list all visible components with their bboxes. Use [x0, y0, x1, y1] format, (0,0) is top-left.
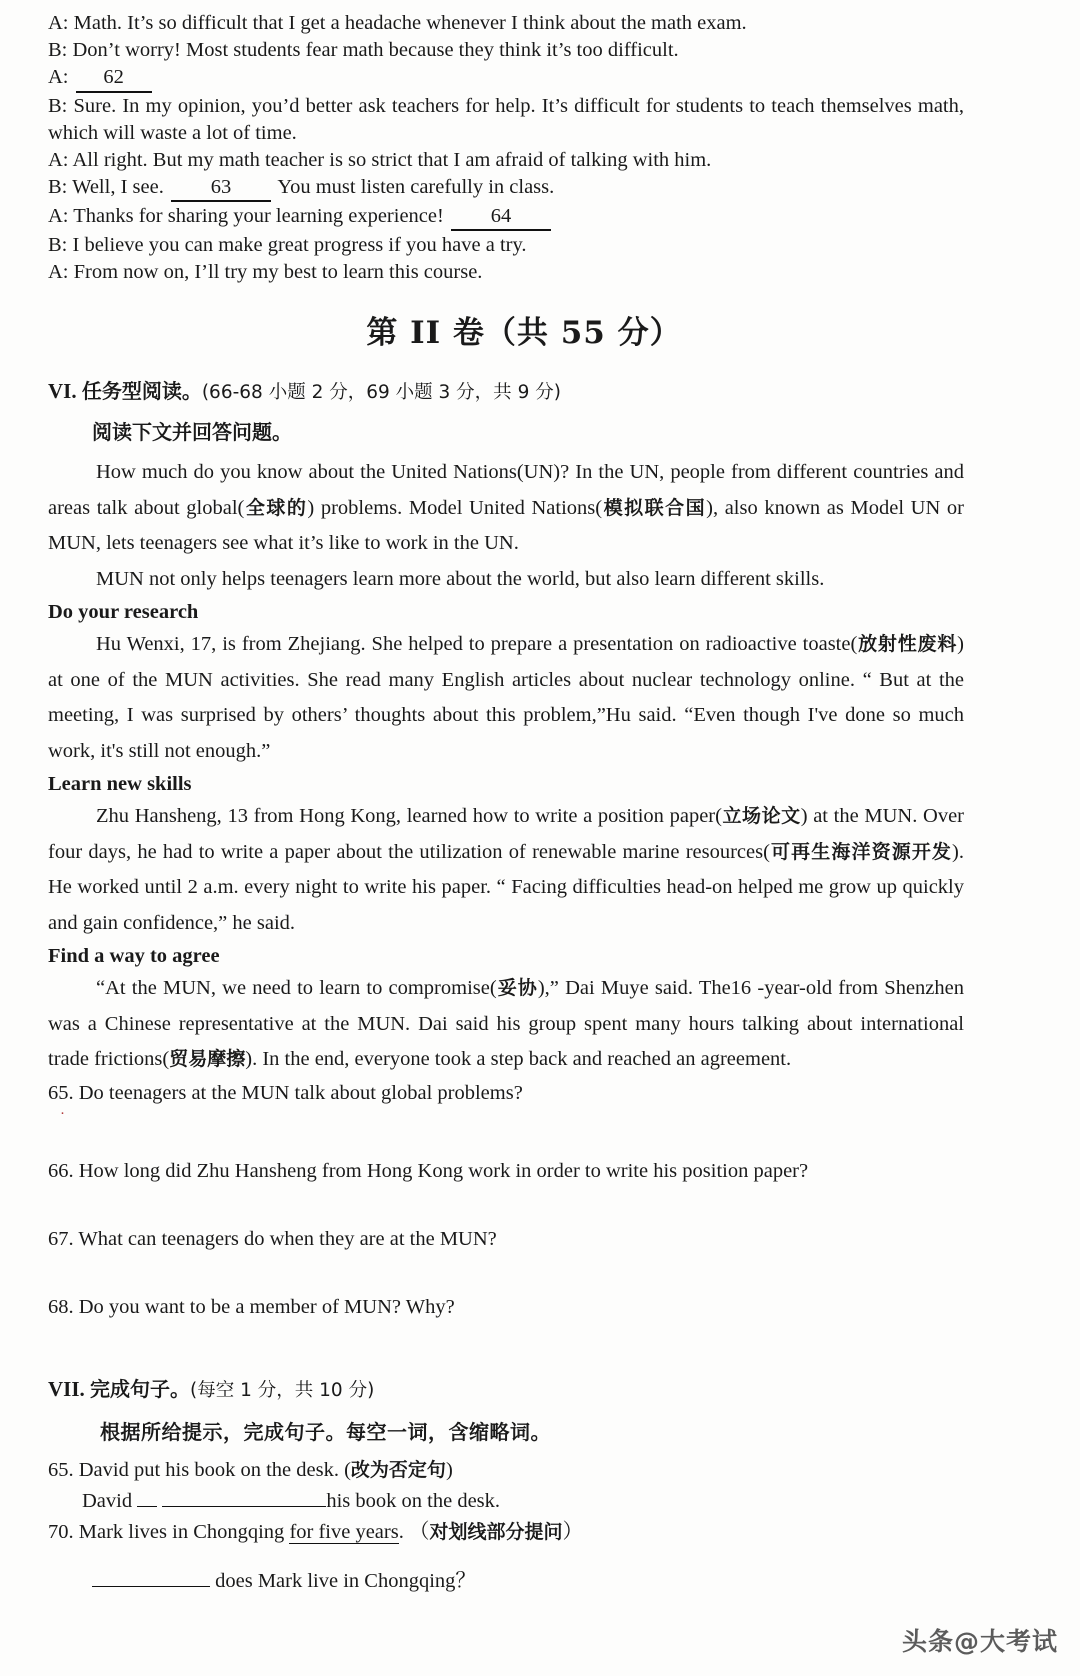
passage-subheading-do-your-research: Do your research: [48, 601, 199, 623]
gloss-marine-resources: 可再生海洋资源开发: [769, 840, 953, 863]
fill-item-prompt-post: ）: [562, 1520, 583, 1543]
question-item: [48, 1078, 964, 1108]
answer-space[interactable]: [48, 1186, 964, 1224]
question-item: [48, 1156, 964, 1186]
watermark: 头条@大考试: [901, 1627, 1058, 1656]
passage-text: ). He worked until 2 a.m. every night to write his paper. “ Facing difficulties head-on helped me grow up quickly and gain confidence,” he said.: [48, 840, 964, 934]
answer-blank-64[interactable]: 64: [451, 203, 551, 232]
section-vi-title: 任务型阅读。: [81, 379, 202, 403]
dialogue-block: [48, 10, 964, 285]
dialogue-text: A: Thanks for sharing your learning experience!: [48, 204, 444, 227]
fill-item-prompt-cn: 改为否定句: [350, 1458, 446, 1481]
passage-paragraph-4: [48, 799, 964, 941]
fill-item-65-answer-line: [48, 1486, 964, 1517]
gloss-model-un: 模拟联合国: [602, 496, 707, 519]
dialogue-text: B: I believe you can make great progress if you have a try.: [48, 233, 527, 256]
passage-paragraph-5: [48, 971, 964, 1078]
question-number: 67.: [48, 1227, 74, 1250]
page-content: [48, 10, 964, 1597]
passage-text: ),” Dai Muye said. The16 -year-old from Shenzhen was a Chinese representative at the MUN. Dai said his group spent many hours talking about international trade frictions(: [48, 977, 964, 1070]
section-vii-points: (每空 1 分，共 10 分): [190, 1379, 375, 1401]
answer-blank-short[interactable]: [137, 1506, 157, 1507]
dialogue-line-blank-62: [48, 64, 964, 93]
section-vii-instruction: 根据所给提示，完成句子。每空一词，含缩略词。: [100, 1419, 551, 1444]
fill-answer-prefix: David: [82, 1489, 133, 1512]
passage-text: ). In the end, everyone took a step back and reached an agreement.: [245, 1048, 792, 1070]
dialogue-speaker: A:: [48, 66, 69, 88]
passage-text: Hu Wenxi, 17, is from Zhejiang. She helped to prepare a presentation on radioactive toaste(: [96, 633, 858, 655]
fill-item-prompt: David put his book on the desk. (: [78, 1458, 351, 1481]
dialogue-text: Math. It’s so difficult that I get a headache whenever I think about the math exam.: [73, 12, 747, 34]
passage-subheading-learn-new-skills: Learn new skills: [48, 773, 192, 795]
fill-item-65: [48, 1455, 964, 1486]
fill-item-number: 70.: [48, 1520, 74, 1543]
question-text: Do you want to be a member of MUN? Why?: [78, 1295, 455, 1318]
passage-text: ) problems. Model United Nations(: [307, 496, 603, 519]
dialogue-text: A: All right. But my math teacher is so strict that I am afraid of talking with him.: [48, 148, 712, 171]
section-vi-instruction: 阅读下文并回答问题。: [92, 420, 292, 444]
dialogue-line: [48, 93, 964, 146]
dialogue-text: B: Sure. In my opinion, you’d better ask teachers for help. It’s difficult for students to teach themselves math, which will waste a lot of time.: [48, 95, 964, 144]
dialogue-line: [48, 259, 964, 286]
gloss-radioactive-waste: 放射性废料: [857, 633, 958, 655]
gloss-position-paper: 立场论文: [721, 805, 801, 827]
passage-text: ), also known as Model UN or MUN, lets teenagers see what it’s like to work in the UN.: [48, 496, 964, 554]
question-item: [48, 1224, 964, 1254]
paper-part-title: 第 II 卷（共 55 分）: [366, 315, 682, 351]
question-text: How long did Zhu Hansheng from Hong Kong work in order to write his position paper?: [78, 1159, 809, 1182]
passage-paragraph-1: [48, 455, 964, 562]
passage-paragraph-3: [48, 627, 964, 769]
question-item: [48, 1292, 964, 1322]
dialogue-line: [48, 37, 964, 64]
dialogue-text: B: Well, I see.: [48, 175, 164, 198]
question-number: 66.: [48, 1159, 74, 1182]
dialogue-line-blank-64: [48, 203, 964, 232]
dialogue-speaker: A:: [48, 12, 69, 34]
question-text: Do teenagers at the MUN talk about global problems?: [78, 1081, 523, 1104]
fill-item-number: 65.: [48, 1458, 74, 1481]
answer-space[interactable]: [48, 1122, 964, 1156]
dialogue-text-suffix: You must listen carefully in class.: [277, 175, 555, 198]
passage-paragraph-2: MUN not only helps teenagers learn more about the world, but also learn different skills.: [96, 567, 825, 590]
passage-text: “At the MUN, we need to learn to compromise(: [96, 977, 497, 999]
passage-text: Zhu Hansheng, 13 from Hong Kong, learned how to write a position paper(: [96, 805, 722, 827]
fill-item-70-answer-line: [48, 1566, 964, 1597]
gloss-global: 全球的: [244, 496, 308, 519]
section-vii-title: 完成句子。: [90, 1376, 191, 1401]
fill-answer-suffix: his book on the desk.: [326, 1489, 501, 1512]
answer-blank-62[interactable]: 62: [76, 64, 152, 93]
fill-item-prompt-mid: . （: [398, 1520, 430, 1543]
answer-blank-mid[interactable]: [92, 1586, 210, 1587]
section-vii-roman: VII: [48, 1376, 80, 1401]
passage-text: ) at the MUN. Over four days, he had to write a paper about the utilization of renewable marine resources(: [48, 805, 964, 863]
dialogue-text: A: From now on, I’ll try my best to learn this course.: [48, 260, 483, 283]
section-vii-dot: .: [79, 1376, 85, 1401]
dialogue-line: [48, 147, 964, 174]
dialogue-text: Don’t worry! Most students fear math because they think it’s too difficult.: [72, 39, 679, 61]
fill-item-prompt-close: ): [445, 1458, 453, 1481]
answer-blank-long[interactable]: [162, 1506, 326, 1507]
stray-ink-mark: ·: [60, 1105, 65, 1122]
question-text: What can teenagers do when they are at the MUN?: [78, 1227, 497, 1250]
fill-item-underlined-phrase: for five years: [289, 1520, 399, 1543]
answer-space[interactable]: [48, 1322, 964, 1360]
dialogue-line: [48, 232, 964, 259]
passage-text: How much do you know about the United Nations(UN)? In the UN, people from different countries and areas talk about global(: [48, 461, 964, 519]
section-vi-points: (66-68 小题 2 分，69 小题 3 分，共 9 分): [201, 382, 561, 403]
dialogue-speaker: B:: [48, 39, 68, 61]
section-vi-heading: [48, 376, 964, 408]
section-vi-dot: .: [71, 379, 77, 403]
dialogue-line-blank-63: [48, 174, 964, 203]
fill-item-70: [48, 1517, 964, 1548]
dialogue-line: [48, 10, 964, 37]
passage-subheading-find-a-way-to-agree: Find a way to agree: [48, 945, 220, 967]
section-vi-roman: VI: [48, 379, 72, 403]
section-vii-heading: [48, 1374, 964, 1406]
question-number: 65.: [48, 1081, 74, 1104]
gloss-trade-frictions: 贸易摩擦: [169, 1048, 246, 1070]
fill-answer-suffix: does Mark live in Chongqing？: [215, 1569, 476, 1592]
answer-space[interactable]: [48, 1254, 964, 1292]
fill-item-prompt-pre: Mark lives in Chongqing: [78, 1520, 290, 1543]
answer-blank-63[interactable]: 63: [171, 174, 271, 203]
gloss-compromise: 妥协: [496, 977, 538, 999]
question-number: 68.: [48, 1295, 74, 1318]
fill-item-prompt-cn: 对划线部分提问: [429, 1520, 563, 1543]
passage-text: ) at one of the MUN activities. She read many English articles about nuclear technology online. “ But at the meeting, I was surprised by others’ thoughts about this problem,”Hu said. “Even though I've done so much work, it's still not enough.”: [48, 633, 964, 762]
